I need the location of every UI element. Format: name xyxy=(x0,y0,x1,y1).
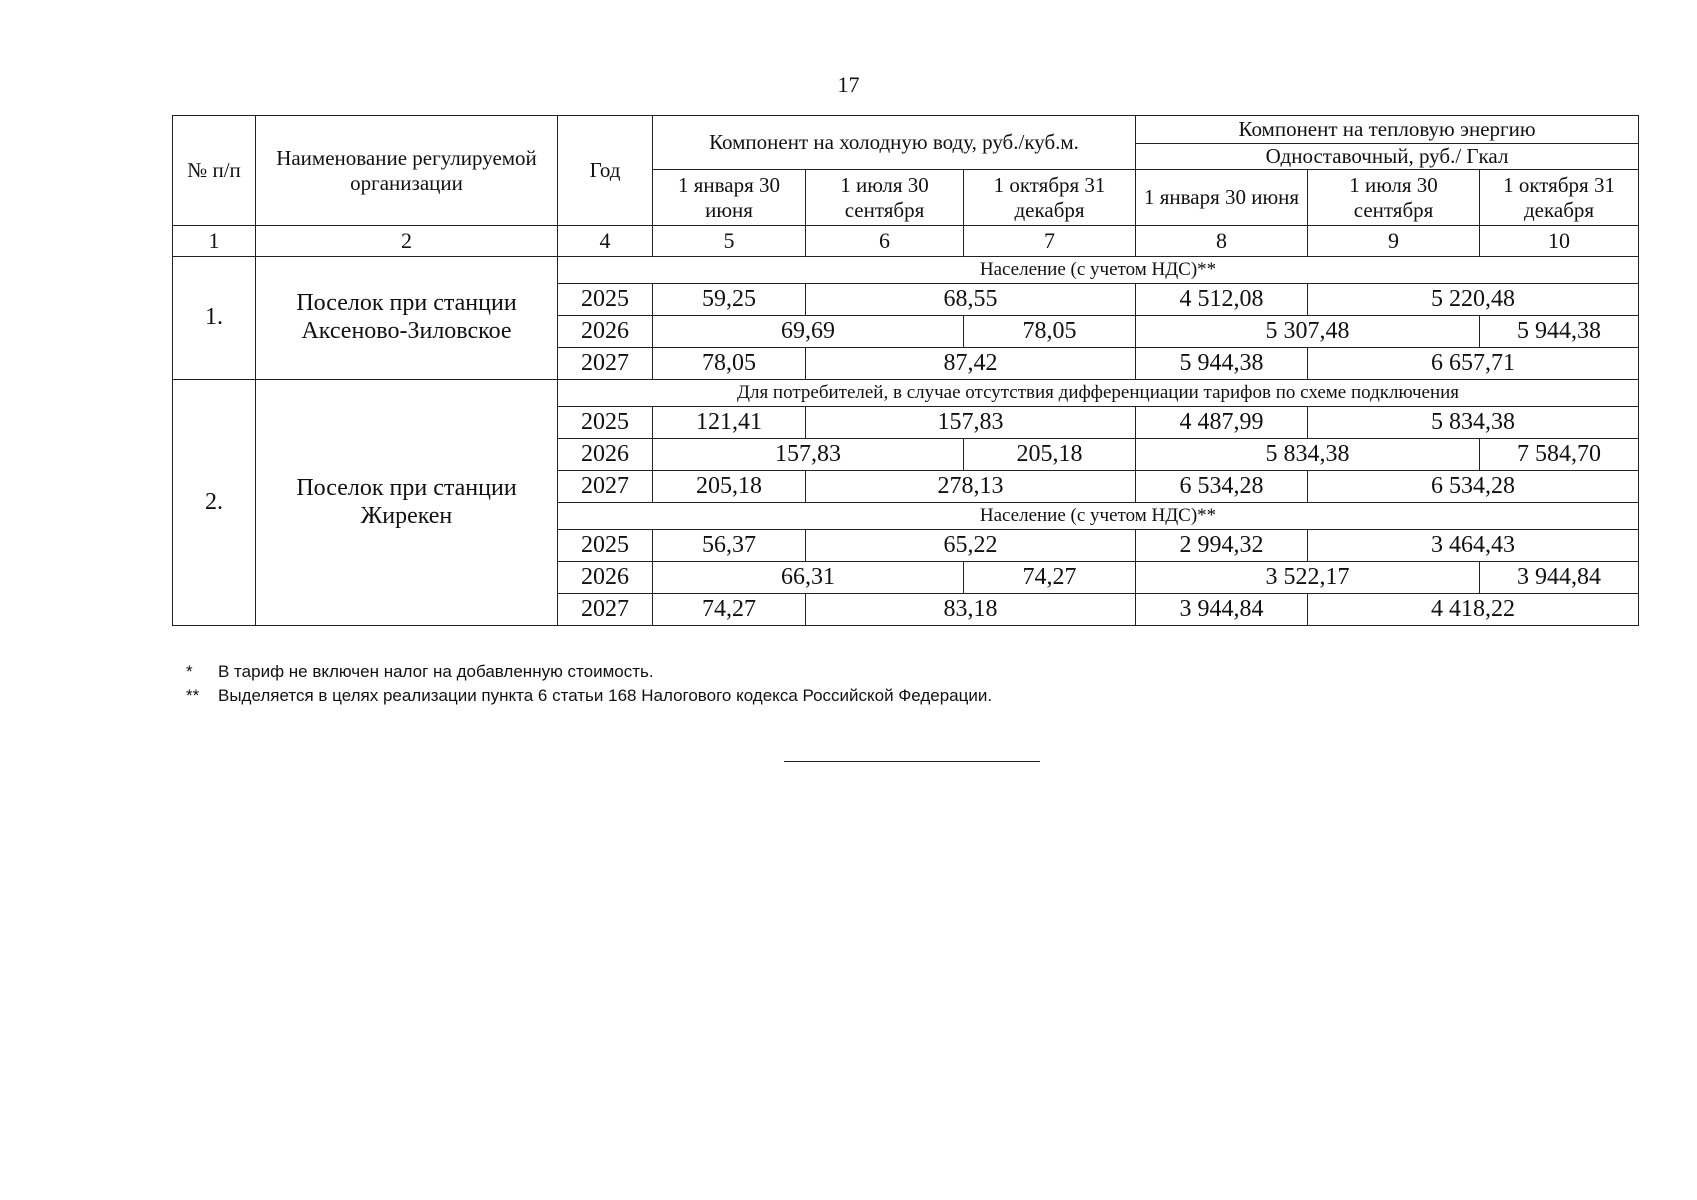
water-value: 74,27 xyxy=(653,594,806,626)
year-cell: 2027 xyxy=(558,471,653,503)
water-value: 157,83 xyxy=(806,407,1136,439)
column-number: 7 xyxy=(964,226,1136,257)
water-value: 74,27 xyxy=(964,562,1136,594)
footnote xyxy=(186,684,992,708)
header-no: № п/п xyxy=(173,116,256,226)
column-number: 1 xyxy=(173,226,256,257)
heat-value: 5 834,38 xyxy=(1308,407,1639,439)
header-year: Год xyxy=(558,116,653,226)
heat-value: 4 418,22 xyxy=(1308,594,1639,626)
section-label: Население (с учетом НДС)** xyxy=(558,257,1639,284)
header-period-water-1: 1 января 30 июня xyxy=(653,170,806,226)
heat-value: 5 944,38 xyxy=(1480,316,1639,348)
water-value: 56,37 xyxy=(653,530,806,562)
column-number: 8 xyxy=(1136,226,1308,257)
header-period-heat-1: 1 января 30 июня xyxy=(1136,170,1308,226)
header-period-heat-2: 1 июля 30 сентября xyxy=(1308,170,1480,226)
water-value: 278,13 xyxy=(806,471,1136,503)
heat-value: 5 944,38 xyxy=(1136,348,1308,380)
header-period-heat-3: 1 октября 31 декабря xyxy=(1480,170,1639,226)
water-value: 59,25 xyxy=(653,284,806,316)
section-label: Для потребителей, в случае отсутствия дифференциации тарифов по схеме подключения xyxy=(558,380,1639,407)
header-heat-component: Компонент на тепловую энергию xyxy=(1136,116,1639,144)
row-number: 1. xyxy=(173,257,256,380)
column-number: 10 xyxy=(1480,226,1639,257)
year-cell: 2025 xyxy=(558,284,653,316)
organization-name: Поселок при станции Аксеново-Зиловское xyxy=(256,257,558,380)
page-number: 17 xyxy=(837,72,860,97)
heat-value: 6 534,28 xyxy=(1308,471,1639,503)
header-heat-subtitle: Одноставочный, руб./ Гкал xyxy=(1136,144,1639,170)
row-number: 2. xyxy=(173,380,256,626)
water-value: 121,41 xyxy=(653,407,806,439)
heat-value: 5 307,48 xyxy=(1136,316,1480,348)
header-period-water-3: 1 октября 31 декабря xyxy=(964,170,1136,226)
tariff-table xyxy=(172,115,1639,626)
header-water-component: Компонент на холодную воду, руб./куб.м. xyxy=(653,116,1136,170)
organization-name: Поселок при станции Жирекен xyxy=(256,380,558,626)
footnotes xyxy=(186,660,992,708)
column-number: 6 xyxy=(806,226,964,257)
year-cell: 2026 xyxy=(558,562,653,594)
water-value: 65,22 xyxy=(806,530,1136,562)
year-cell: 2027 xyxy=(558,348,653,380)
water-value: 69,69 xyxy=(653,316,964,348)
column-number: 4 xyxy=(558,226,653,257)
heat-value: 4 487,99 xyxy=(1136,407,1308,439)
year-cell: 2026 xyxy=(558,439,653,471)
heat-value: 4 512,08 xyxy=(1136,284,1308,316)
heat-value: 3 944,84 xyxy=(1136,594,1308,626)
year-cell: 2027 xyxy=(558,594,653,626)
section-label: Население (с учетом НДС)** xyxy=(558,503,1639,530)
footnote-mark: * xyxy=(186,662,193,681)
column-number: 2 xyxy=(256,226,558,257)
water-value: 68,55 xyxy=(806,284,1136,316)
water-value: 205,18 xyxy=(653,471,806,503)
closing-rule xyxy=(784,761,1040,762)
footnote-mark: ** xyxy=(186,686,200,705)
water-value: 66,31 xyxy=(653,562,964,594)
footnote-text: Выделяется в целях реализации пункта 6 статьи 168 Налогового кодекса Российской Федерации. xyxy=(218,686,993,705)
year-cell: 2026 xyxy=(558,316,653,348)
water-value: 83,18 xyxy=(806,594,1136,626)
year-cell: 2025 xyxy=(558,407,653,439)
heat-value: 2 994,32 xyxy=(1136,530,1308,562)
header-period-water-2: 1 июля 30 сентября xyxy=(806,170,964,226)
heat-value: 3 464,43 xyxy=(1308,530,1639,562)
heat-value: 5 220,48 xyxy=(1308,284,1639,316)
footnote xyxy=(186,660,992,684)
heat-value: 5 834,38 xyxy=(1136,439,1480,471)
heat-value: 3 944,84 xyxy=(1480,562,1639,594)
column-number: 9 xyxy=(1308,226,1480,257)
water-value: 157,83 xyxy=(653,439,964,471)
heat-value: 3 522,17 xyxy=(1136,562,1480,594)
heat-value: 6 534,28 xyxy=(1136,471,1308,503)
heat-value: 7 584,70 xyxy=(1480,439,1639,471)
header-org: Наименование регулируемой организации xyxy=(256,116,558,226)
heat-value: 6 657,71 xyxy=(1308,348,1639,380)
column-number: 5 xyxy=(653,226,806,257)
water-value: 87,42 xyxy=(806,348,1136,380)
water-value: 205,18 xyxy=(964,439,1136,471)
footnote-text: В тариф не включен налог на добавленную стоимость. xyxy=(218,662,654,681)
year-cell: 2025 xyxy=(558,530,653,562)
water-value: 78,05 xyxy=(964,316,1136,348)
water-value: 78,05 xyxy=(653,348,806,380)
